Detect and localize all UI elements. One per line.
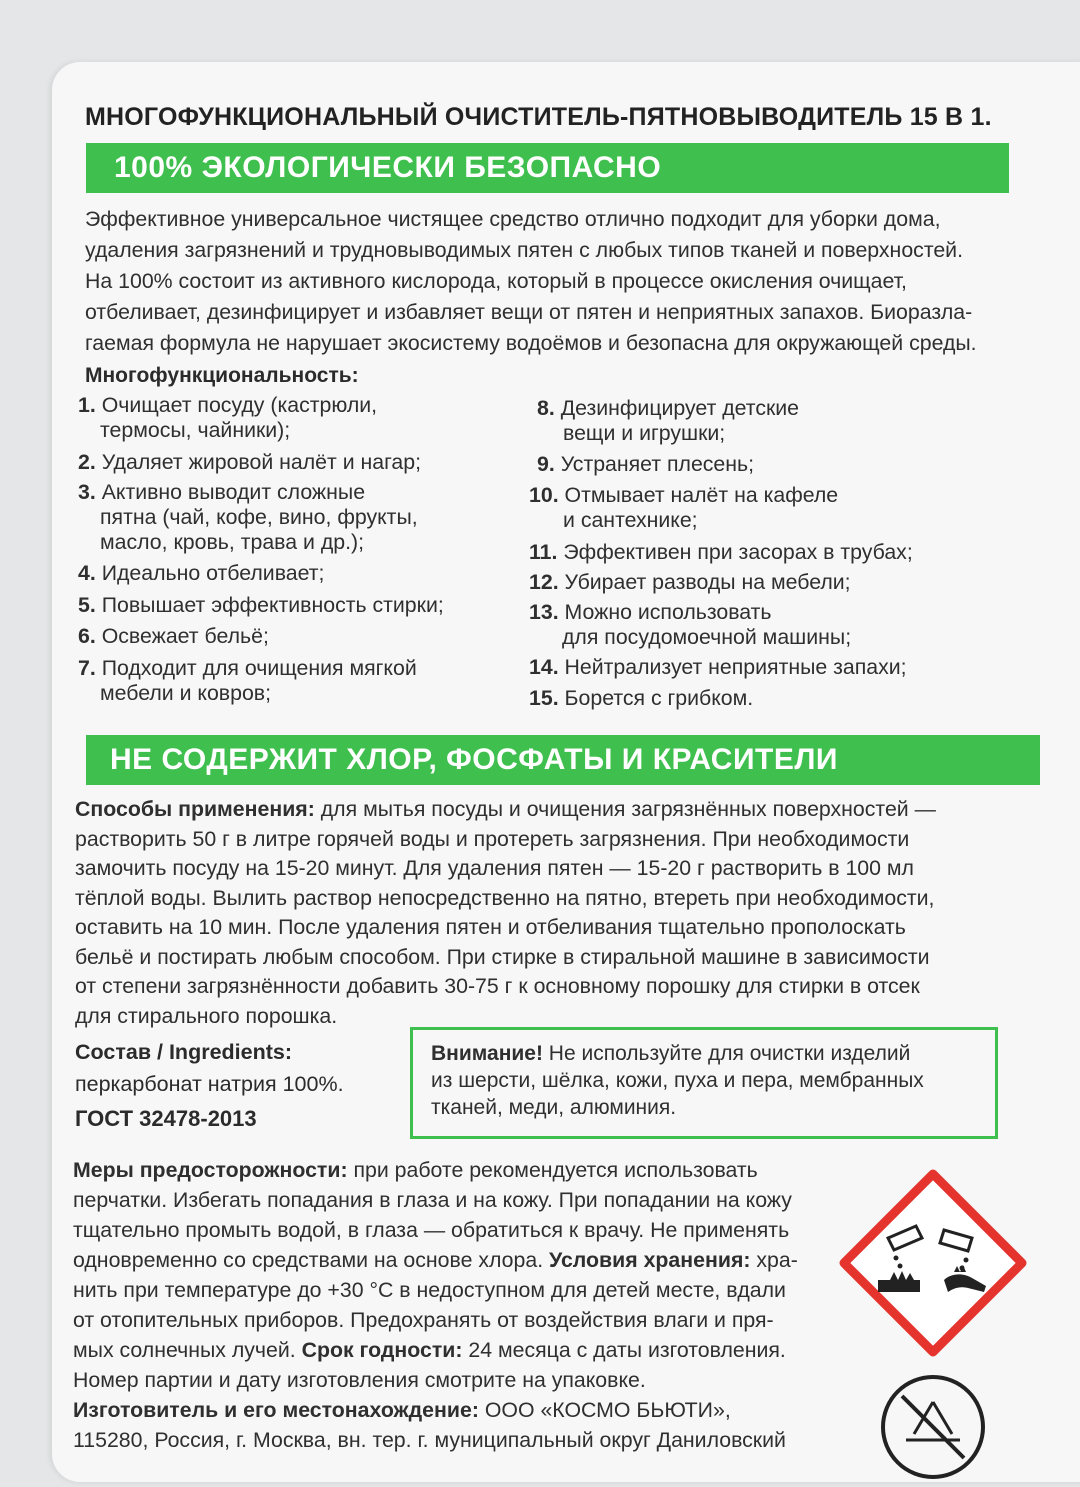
list-item-text: Устраняет плесень;	[560, 452, 755, 476]
gost-standard: ГОСТ 32478-2013	[75, 1106, 257, 1131]
warning-line: из шерсти, шёлка, кожи, пуха и пера, мембранных	[431, 1069, 924, 1092]
intro-line: отбеливает, дезинфицирует и избавляет вещи от пятен и неприятных запахов. Биоразла-	[85, 300, 973, 324]
shelf-life-label: Срок годности:	[301, 1338, 463, 1362]
list-item-text: Отмывает налёт на кафеле	[564, 483, 839, 507]
list-item-number: 4.	[78, 561, 96, 585]
usage-line: от степени загрязнённости добавить 30-75 г к основному порошку для стирки в отсек	[75, 974, 920, 998]
usage-line: бельё и постирать любым способом. При стирке в стиральной машине в зависимости	[75, 944, 930, 969]
usage-line: замочить посуду на 15-20 минут. Для удаления пятен — 15-20 г растворить в 100 мл	[75, 856, 914, 880]
usage-line: растворить 50 г в литре горячей воды и протереть загрязнения. При необходимости	[75, 826, 910, 851]
usage-line: тёплой воды. Вылить раствор непосредственно на пятно, втереть при необходимости,	[75, 885, 935, 910]
list-item-text: масло, кровь, трава и др.);	[100, 530, 365, 554]
list-item-text: Борется с грибком.	[564, 686, 754, 710]
list-item-text: Дезинфицирует детские	[560, 396, 800, 420]
list-item-text: Активно выводит сложные	[101, 480, 366, 504]
list-item	[529, 540, 913, 565]
eco-safe-banner: 100% ЭКОЛОГИЧЕСКИ БЕЗОПАСНО	[86, 143, 1009, 193]
warning-line: Не используйте для очистки изделий	[542, 1042, 911, 1065]
list-item	[529, 570, 851, 595]
intro-line: гаемая формула не нарушает экосистему водоёмов и безопасна для окружающей среды.	[85, 331, 977, 355]
list-item	[529, 686, 753, 711]
product-title: МНОГОФУНКЦИОНАЛЬНЫЙ ОЧИСТИТЕЛЬ-ПЯТНОВЫВОДИТЕЛЬ 15 В 1.	[85, 103, 992, 131]
precautions-line: от отопительных приборов. Предохранять от воздействия влаги и пря-	[73, 1308, 774, 1332]
precautions-line: мых солнечных лучей.	[73, 1338, 302, 1362]
list-item	[78, 480, 418, 555]
list-item	[78, 561, 324, 586]
list-item-text: термосы, чайники);	[100, 418, 291, 442]
list-item-text: для посудомоечной машины;	[562, 625, 852, 649]
list-item-text: Можно использовать	[564, 600, 772, 624]
list-item-text: Подходит для очищения мягкой	[101, 656, 417, 680]
list-item-text: мебели и ковров;	[100, 681, 272, 705]
precautions-line: Номер партии и дату изготовления смотрите на упаковке.	[73, 1368, 646, 1392]
list-item-number: 15.	[529, 686, 559, 710]
usage-line: оставить на 10 мин. После удаления пятен и отбеливания тщательно прополоскать	[75, 915, 906, 939]
precautions-line: при работе рекомендуется использовать	[347, 1158, 758, 1182]
warning-label: Внимание!	[431, 1042, 543, 1065]
precautions-line: тщательно промыть водой, в глаза — обратиться к врачу. Не применять	[73, 1218, 790, 1242]
list-item-number: 3.	[78, 480, 96, 504]
manufacturer-address: 115280, Россия, г. Москва, вн. тер. г. муниципальный округ Даниловский	[73, 1428, 786, 1452]
list-item-number: 6.	[78, 624, 96, 648]
list-item-text: и сантехнике;	[563, 508, 698, 532]
list-item-number: 13.	[529, 600, 559, 624]
intro-line: На 100% состоит из активного кислорода, который в процессе окисления очищает,	[85, 269, 907, 293]
list-item-number: 5.	[78, 593, 96, 617]
list-item	[529, 483, 838, 533]
usage-paragraph	[75, 795, 1020, 1031]
list-item-number: 9.	[537, 452, 555, 476]
list-item	[529, 600, 851, 650]
list-item	[78, 450, 421, 475]
composition-heading: Состав / Ingredients:	[75, 1040, 292, 1064]
list-item	[78, 593, 444, 618]
list-item-text: пятна (чай, кофе, вино, фрукты,	[100, 505, 418, 529]
list-item	[78, 624, 269, 649]
precautions-line: нить при температуре до +30 °С в недоступном для детей месте, вдали	[73, 1278, 786, 1302]
list-item-text: Повышает эффективность стирки;	[101, 593, 444, 617]
precautions-line: перчатки. Избегать попадания в глаза и на кожу. При попадании на кожу	[73, 1188, 792, 1212]
list-item-number: 10.	[529, 483, 559, 507]
list-item	[537, 396, 799, 446]
list-item-number: 7.	[78, 656, 96, 680]
list-item-number: 8.	[537, 396, 555, 420]
list-item	[78, 656, 417, 706]
list-item-text: Эффективен при засорах в трубах;	[563, 540, 913, 564]
recycle-icon	[878, 1372, 988, 1482]
precautions-paragraph	[73, 1155, 833, 1455]
list-item	[537, 452, 754, 477]
no-chlorine-banner: НЕ СОДЕРЖИТ ХЛОР, ФОСФАТЫ И КРАСИТЕЛИ	[86, 735, 1040, 785]
list-item-text: Нейтрализует неприятные запахи;	[564, 655, 907, 679]
precautions-label: Меры предосторожности:	[73, 1158, 348, 1182]
precautions-line: 24 месяца с даты изготовления.	[462, 1338, 786, 1362]
multifunction-heading: Многофункциональность:	[85, 364, 359, 387]
list-item-text: вещи и игрушки;	[563, 421, 726, 445]
warning-box	[410, 1027, 998, 1139]
manufacturer-line: ООО «КОСМО БЬЮТИ»,	[478, 1398, 731, 1422]
list-item-text: Освежает бельё;	[101, 624, 269, 648]
usage-label: Способы применения:	[75, 797, 315, 821]
composition-value: перкарбонат натрия 100%.	[75, 1072, 344, 1096]
list-item	[529, 655, 907, 680]
list-item-text: Убирает разводы на мебели;	[564, 570, 851, 594]
storage-label: Условия хранения:	[549, 1248, 751, 1272]
list-item-text: Идеально отбеливает;	[101, 561, 325, 585]
usage-line: для стирального порошка.	[75, 1003, 338, 1028]
precautions-line: хра-	[750, 1248, 798, 1272]
list-item-number: 12.	[529, 570, 559, 594]
intro-paragraph	[85, 204, 1020, 359]
manufacturer-label: Изготовитель и его местонахождение:	[73, 1398, 479, 1422]
precautions-line: одновременно со средствами на основе хлора.	[73, 1248, 550, 1272]
intro-line: Эффективное универсальное чистящее средство отлично подходит для уборки дома,	[85, 207, 941, 231]
list-item-text: Удаляет жировой налёт и нагар;	[101, 450, 422, 474]
list-item-number: 11.	[529, 540, 558, 564]
warning-line: тканей, меди, алюминия.	[431, 1096, 677, 1119]
list-item-number: 1.	[78, 393, 96, 417]
list-item-number: 14.	[529, 655, 559, 679]
intro-line: удаления загрязнений и трудновыводимых пятен с любых типов тканей и поверхностей.	[85, 238, 963, 262]
usage-line: для мытья посуды и очищения загрязнённых поверхностей —	[314, 797, 936, 821]
list-item-number: 2.	[78, 450, 96, 474]
corrosive-hazard-icon	[838, 1168, 1028, 1358]
list-item-text: Очищает посуду (кастрюли,	[101, 393, 378, 417]
list-item	[78, 393, 377, 443]
